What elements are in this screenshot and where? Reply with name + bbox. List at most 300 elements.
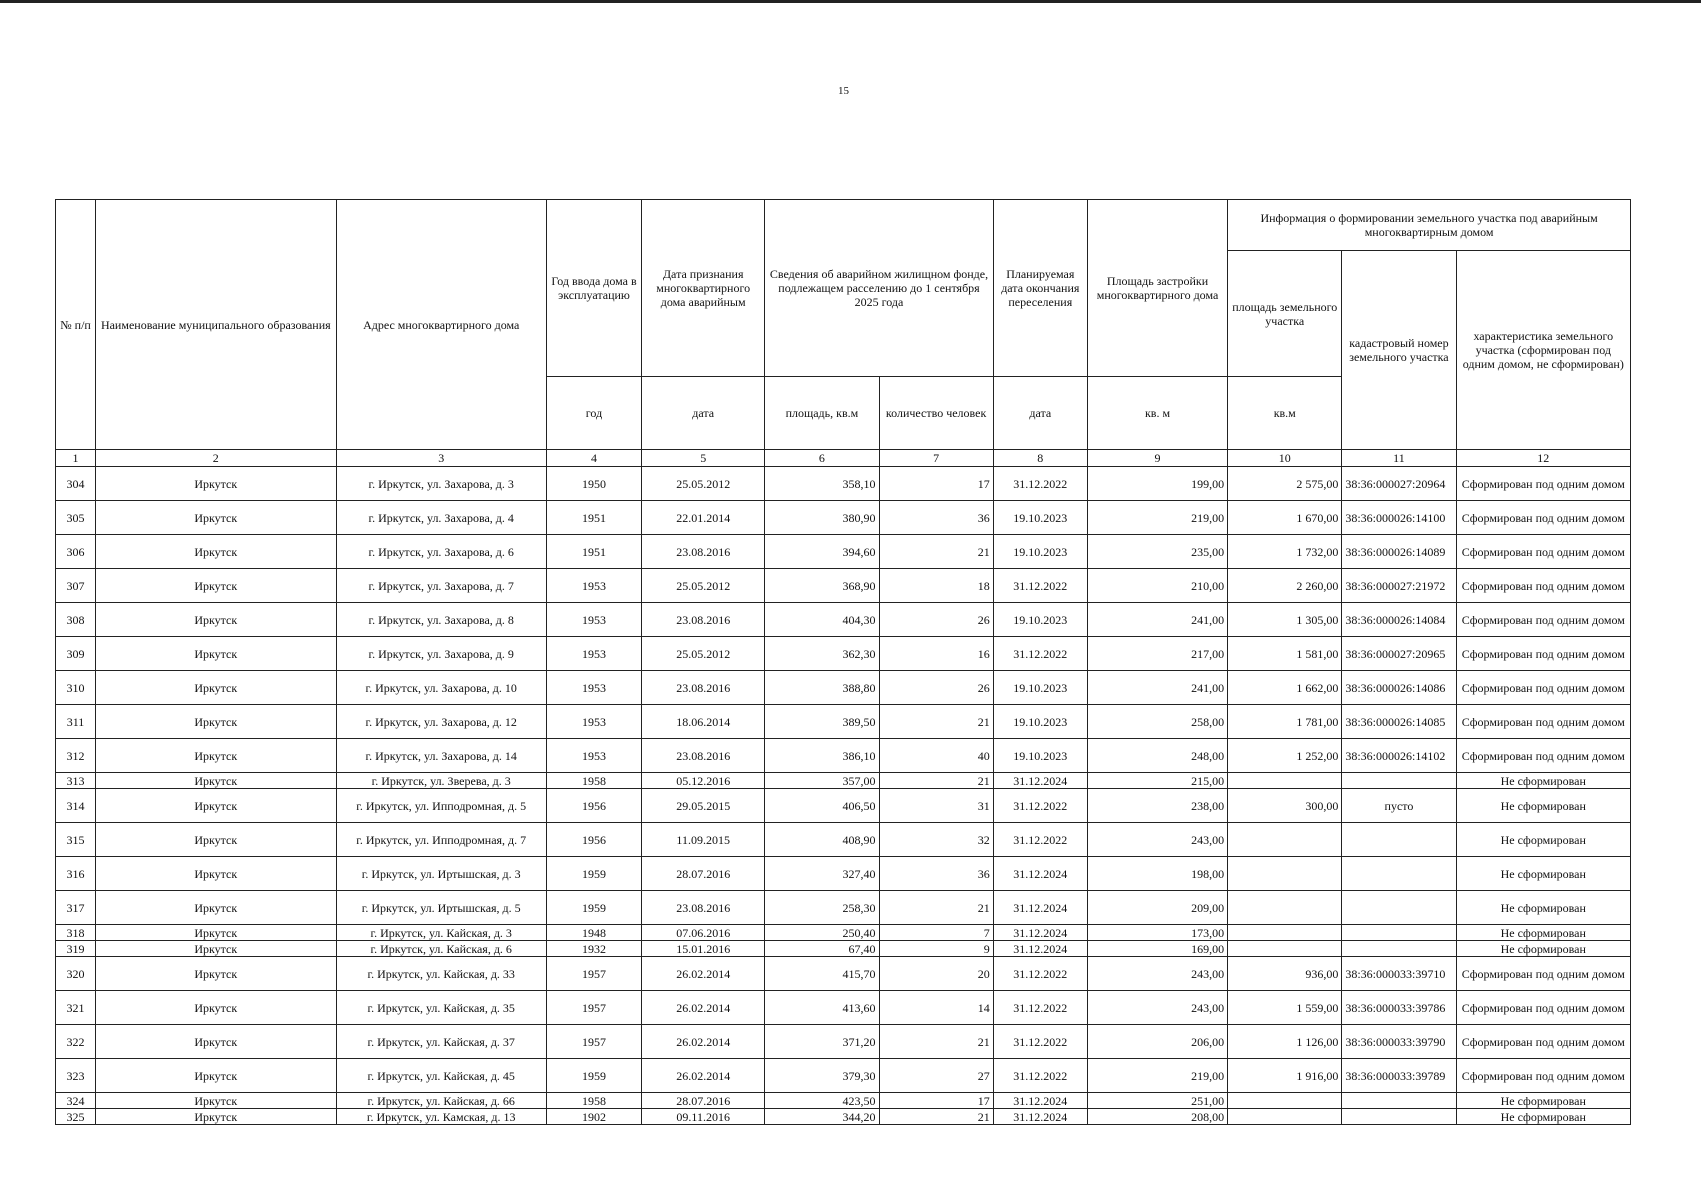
land-characteristic-cell: Не сформирован [1456,773,1630,789]
land-characteristic-cell: Не сформирован [1456,925,1630,941]
table-row [56,501,1631,535]
cadastral-number-cell: пусто [1342,789,1456,823]
date-recognized-cell: 15.01.2016 [642,941,765,957]
table-row [56,671,1631,705]
land-area-cell: 1 670,00 [1228,501,1342,535]
address-cell: г. Иркутск, ул. Захарова, д. 12 [336,705,546,739]
table-row [56,857,1631,891]
cadastral-number-cell [1342,891,1456,925]
year-cell: 1957 [546,957,641,991]
date-recognized-cell: 23.08.2016 [642,671,765,705]
row-number: 319 [56,941,96,957]
planned-date-cell: 31.12.2022 [993,637,1087,671]
table-row [56,1093,1631,1109]
land-area-cell: 1 662,00 [1228,671,1342,705]
table-row [56,569,1631,603]
municipality-cell: Иркутск [96,773,336,789]
row-number: 310 [56,671,96,705]
year-cell: 1953 [546,569,641,603]
address-cell: г. Иркутск, ул. Захарова, д. 6 [336,535,546,569]
col-number: 11 [1342,450,1456,467]
date-recognized-cell: 28.07.2016 [642,857,765,891]
planned-date-cell: 31.12.2024 [993,857,1087,891]
header-date-recognized: Дата признания многоквартирного дома аварийным [642,200,765,377]
address-cell: г. Иркутск, ул. Кайская, д. 33 [336,957,546,991]
row-number: 312 [56,739,96,773]
date-recognized-cell: 29.05.2015 [642,789,765,823]
land-area-cell: 1 581,00 [1228,637,1342,671]
table-row [56,823,1631,857]
municipality-cell: Иркутск [96,739,336,773]
land-area-cell: 1 305,00 [1228,603,1342,637]
unit-year: год [546,377,641,450]
people-count-cell: 14 [879,991,993,1025]
unit-build-area: кв. м [1087,377,1227,450]
planned-date-cell: 31.12.2022 [993,957,1087,991]
area-cell: 362,30 [765,637,879,671]
year-cell: 1953 [546,637,641,671]
row-number: 305 [56,501,96,535]
area-cell: 371,20 [765,1025,879,1059]
date-recognized-cell: 07.06.2016 [642,925,765,941]
municipality-cell: Иркутск [96,569,336,603]
land-area-cell: 1 732,00 [1228,535,1342,569]
table-row [56,1025,1631,1059]
cadastral-number-cell [1342,773,1456,789]
land-characteristic-cell: Сформирован под одним домом [1456,501,1630,535]
header-address: Адрес многоквартирного дома [336,200,546,450]
col-number: 9 [1087,450,1227,467]
municipality-cell: Иркутск [96,535,336,569]
date-recognized-cell: 23.08.2016 [642,535,765,569]
land-characteristic-cell: Сформирован под одним домом [1456,535,1630,569]
municipality-cell: Иркутск [96,467,336,501]
building-area-cell: 219,00 [1087,1059,1227,1093]
year-cell: 1959 [546,1059,641,1093]
address-cell: г. Иркутск, ул. Захарова, д. 14 [336,739,546,773]
address-cell: г. Иркутск, ул. Захарова, д. 3 [336,467,546,501]
year-cell: 1958 [546,1093,641,1109]
address-cell: г. Иркутск, ул. Захарова, д. 8 [336,603,546,637]
address-cell: г. Иркутск, ул. Ипподромная, д. 7 [336,823,546,857]
land-characteristic-cell: Сформирован под одним домом [1456,991,1630,1025]
building-area-cell: 248,00 [1087,739,1227,773]
land-characteristic-cell: Сформирован под одним домом [1456,637,1630,671]
row-number: 308 [56,603,96,637]
address-cell: г. Иркутск, ул. Иртышская, д. 3 [336,857,546,891]
people-count-cell: 21 [879,1025,993,1059]
municipality-cell: Иркутск [96,891,336,925]
area-cell: 408,90 [765,823,879,857]
building-area-cell: 243,00 [1087,957,1227,991]
table-row [56,991,1631,1025]
row-number: 311 [56,705,96,739]
address-cell: г. Иркутск, ул. Иртышская, д. 5 [336,891,546,925]
area-cell: 406,50 [765,789,879,823]
building-area-cell: 238,00 [1087,789,1227,823]
col-number: 4 [546,450,641,467]
date-recognized-cell: 26.02.2014 [642,991,765,1025]
land-area-cell: 2 260,00 [1228,569,1342,603]
year-cell: 1956 [546,823,641,857]
building-area-cell: 210,00 [1087,569,1227,603]
col-number: 3 [336,450,546,467]
planned-date-cell: 31.12.2022 [993,1025,1087,1059]
cadastral-number-cell: 38:36:000033:39790 [1342,1025,1456,1059]
cadastral-number-cell [1342,857,1456,891]
land-characteristic-cell: Не сформирован [1456,891,1630,925]
building-area-cell: 206,00 [1087,1025,1227,1059]
col-number: 1 [56,450,96,467]
address-cell: г. Иркутск, ул. Кайская, д. 45 [336,1059,546,1093]
cadastral-number-cell: 38:36:000027:20965 [1342,637,1456,671]
people-count-cell: 21 [879,705,993,739]
building-area-cell: 208,00 [1087,1109,1227,1125]
land-area-cell [1228,925,1342,941]
area-cell: 327,40 [765,857,879,891]
year-cell: 1951 [546,501,641,535]
planned-date-cell: 19.10.2023 [993,603,1087,637]
area-cell: 258,30 [765,891,879,925]
unit-people: количество человек [879,377,993,450]
table-row [56,925,1631,941]
planned-date-cell: 31.12.2022 [993,569,1087,603]
municipality-cell: Иркутск [96,1025,336,1059]
people-count-cell: 17 [879,467,993,501]
municipality-cell: Иркутск [96,1093,336,1109]
building-area-cell: 243,00 [1087,991,1227,1025]
planned-date-cell: 31.12.2022 [993,1059,1087,1093]
address-cell: г. Иркутск, ул. Кайская, д. 6 [336,941,546,957]
planned-date-cell: 31.12.2022 [993,467,1087,501]
land-area-cell [1228,773,1342,789]
row-number: 324 [56,1093,96,1109]
date-recognized-cell: 23.08.2016 [642,739,765,773]
planned-date-cell: 19.10.2023 [993,739,1087,773]
unit-plan-date: дата [993,377,1087,450]
date-recognized-cell: 26.02.2014 [642,957,765,991]
address-cell: г. Иркутск, ул. Зверева, д. 3 [336,773,546,789]
date-recognized-cell: 11.09.2015 [642,823,765,857]
planned-date-cell: 31.12.2024 [993,1093,1087,1109]
land-characteristic-cell: Сформирован под одним домом [1456,739,1630,773]
area-cell: 389,50 [765,705,879,739]
year-cell: 1950 [546,467,641,501]
date-recognized-cell: 26.02.2014 [642,1059,765,1093]
cadastral-number-cell: 38:36:000026:14100 [1342,501,1456,535]
row-number: 315 [56,823,96,857]
building-area-cell: 173,00 [1087,925,1227,941]
row-number: 318 [56,925,96,941]
cadastral-number-cell: 38:36:000033:39789 [1342,1059,1456,1093]
land-characteristic-cell: Не сформирован [1456,789,1630,823]
people-count-cell: 21 [879,1109,993,1125]
table-row [56,739,1631,773]
municipality-cell: Иркутск [96,637,336,671]
table-row [56,773,1631,789]
date-recognized-cell: 23.08.2016 [642,603,765,637]
municipality-cell: Иркутск [96,501,336,535]
land-area-cell [1228,1093,1342,1109]
date-recognized-cell: 28.07.2016 [642,1093,765,1109]
municipality-cell: Иркутск [96,1109,336,1125]
building-area-cell: 199,00 [1087,467,1227,501]
people-count-cell: 40 [879,739,993,773]
land-characteristic-cell: Не сформирован [1456,1093,1630,1109]
land-characteristic-cell: Сформирован под одним домом [1456,603,1630,637]
planned-date-cell: 19.10.2023 [993,671,1087,705]
row-number: 309 [56,637,96,671]
land-area-cell: 1 559,00 [1228,991,1342,1025]
building-area-cell: 258,00 [1087,705,1227,739]
cadastral-number-cell: 38:36:000026:14102 [1342,739,1456,773]
land-characteristic-cell: Сформирован под одним домом [1456,569,1630,603]
col-number: 5 [642,450,765,467]
address-cell: г. Иркутск, ул. Захарова, д. 4 [336,501,546,535]
year-cell: 1959 [546,857,641,891]
land-area-cell: 1 252,00 [1228,739,1342,773]
area-cell: 423,50 [765,1093,879,1109]
header-building-area: Площадь застройки многоквартирного дома [1087,200,1227,377]
land-characteristic-cell: Не сформирован [1456,857,1630,891]
area-cell: 250,40 [765,925,879,941]
year-cell: 1951 [546,535,641,569]
planned-date-cell: 31.12.2024 [993,1109,1087,1125]
municipality-cell: Иркутск [96,957,336,991]
planned-date-cell: 31.12.2024 [993,773,1087,789]
year-cell: 1959 [546,891,641,925]
land-area-cell: 2 575,00 [1228,467,1342,501]
table-row [56,957,1631,991]
table-row [56,1109,1631,1125]
table-row [56,637,1631,671]
header-housing-info: Сведения об аварийном жилищном фонде, подлежащем расселению до 1 сентября 2025 года [765,200,993,377]
land-area-cell: 936,00 [1228,957,1342,991]
planned-date-cell: 19.10.2023 [993,501,1087,535]
land-area-cell [1228,857,1342,891]
area-cell: 67,40 [765,941,879,957]
address-cell: г. Иркутск, ул. Кайская, д. 35 [336,991,546,1025]
date-recognized-cell: 26.02.2014 [642,1025,765,1059]
land-area-cell: 300,00 [1228,789,1342,823]
people-count-cell: 32 [879,823,993,857]
address-cell: г. Иркутск, ул. Захарова, д. 9 [336,637,546,671]
header-planned-date: Планируемая дата окончания переселения [993,200,1087,377]
row-number: 317 [56,891,96,925]
col-number: 12 [1456,450,1630,467]
municipality-cell: Иркутск [96,603,336,637]
municipality-cell: Иркутск [96,823,336,857]
cadastral-number-cell: 38:36:000027:20964 [1342,467,1456,501]
header-num: № п/п [56,200,96,450]
year-cell: 1953 [546,671,641,705]
date-recognized-cell: 25.05.2012 [642,637,765,671]
row-number: 306 [56,535,96,569]
people-count-cell: 21 [879,773,993,789]
municipality-cell: Иркутск [96,941,336,957]
date-recognized-cell: 05.12.2016 [642,773,765,789]
land-characteristic-cell: Сформирован под одним домом [1456,671,1630,705]
people-count-cell: 21 [879,891,993,925]
area-cell: 386,10 [765,739,879,773]
planned-date-cell: 31.12.2022 [993,823,1087,857]
people-count-cell: 17 [879,1093,993,1109]
top-border-line [0,0,1701,3]
people-count-cell: 21 [879,535,993,569]
row-number: 304 [56,467,96,501]
date-recognized-cell: 18.06.2014 [642,705,765,739]
date-recognized-cell: 22.01.2014 [642,501,765,535]
address-cell: г. Иркутск, ул. Захарова, д. 7 [336,569,546,603]
municipality-cell: Иркутск [96,1059,336,1093]
header-cadastral: кадастровый номер земельного участка [1342,251,1456,450]
col-number: 7 [879,450,993,467]
row-number: 323 [56,1059,96,1093]
address-cell: г. Иркутск, ул. Камская, д. 13 [336,1109,546,1125]
planned-date-cell: 31.12.2024 [993,925,1087,941]
table-row [56,789,1631,823]
emergency-housing-table [55,199,1631,1125]
col-number: 10 [1228,450,1342,467]
building-area-cell: 219,00 [1087,501,1227,535]
row-number: 314 [56,789,96,823]
cadastral-number-cell: 38:36:000033:39710 [1342,957,1456,991]
year-cell: 1957 [546,991,641,1025]
land-area-cell: 1 126,00 [1228,1025,1342,1059]
land-characteristic-cell: Сформирован под одним домом [1456,705,1630,739]
cadastral-number-cell: 38:36:000027:21972 [1342,569,1456,603]
people-count-cell: 16 [879,637,993,671]
building-area-cell: 169,00 [1087,941,1227,957]
year-cell: 1956 [546,789,641,823]
people-count-cell: 31 [879,789,993,823]
column-numbers-row [56,450,1631,467]
planned-date-cell: 31.12.2024 [993,941,1087,957]
building-area-cell: 251,00 [1087,1093,1227,1109]
land-area-cell [1228,941,1342,957]
area-cell: 404,30 [765,603,879,637]
header-land-area: площадь земельного участка [1228,251,1342,377]
address-cell: г. Иркутск, ул. Ипподромная, д. 5 [336,789,546,823]
building-area-cell: 217,00 [1087,637,1227,671]
row-number: 313 [56,773,96,789]
land-area-cell [1228,823,1342,857]
year-cell: 1932 [546,941,641,957]
people-count-cell: 36 [879,501,993,535]
cadastral-number-cell: 38:36:000026:14085 [1342,705,1456,739]
address-cell: г. Иркутск, ул. Захарова, д. 10 [336,671,546,705]
area-cell: 379,30 [765,1059,879,1093]
people-count-cell: 18 [879,569,993,603]
page-number: 15 [838,85,849,97]
land-area-cell: 1 781,00 [1228,705,1342,739]
year-cell: 1957 [546,1025,641,1059]
unit-area: площадь, кв.м [765,377,879,450]
year-cell: 1953 [546,739,641,773]
row-number: 321 [56,991,96,1025]
address-cell: г. Иркутск, ул. Кайская, д. 66 [336,1093,546,1109]
row-number: 307 [56,569,96,603]
planned-date-cell: 31.12.2022 [993,991,1087,1025]
municipality-cell: Иркутск [96,925,336,941]
land-area-cell [1228,1109,1342,1125]
municipality-cell: Иркутск [96,705,336,739]
date-recognized-cell: 23.08.2016 [642,891,765,925]
cadastral-number-cell: 38:36:000026:14084 [1342,603,1456,637]
unit-land-area: кв.м [1228,377,1342,450]
area-cell: 415,70 [765,957,879,991]
land-area-cell [1228,891,1342,925]
land-characteristic-cell: Сформирован под одним домом [1456,957,1630,991]
table-row [56,1059,1631,1093]
unit-date: дата [642,377,765,450]
land-characteristic-cell: Не сформирован [1456,941,1630,957]
land-characteristic-cell: Сформирован под одним домом [1456,1059,1630,1093]
cadastral-number-cell [1342,925,1456,941]
building-area-cell: 243,00 [1087,823,1227,857]
land-characteristic-cell: Сформирован под одним домом [1456,1025,1630,1059]
building-area-cell: 198,00 [1087,857,1227,891]
land-characteristic-cell: Не сформирован [1456,1109,1630,1125]
people-count-cell: 20 [879,957,993,991]
land-area-cell: 1 916,00 [1228,1059,1342,1093]
year-cell: 1953 [546,705,641,739]
table-row [56,535,1631,569]
people-count-cell: 36 [879,857,993,891]
col-number: 6 [765,450,879,467]
col-number: 8 [993,450,1087,467]
cadastral-number-cell [1342,823,1456,857]
municipality-cell: Иркутск [96,789,336,823]
address-cell: г. Иркутск, ул. Кайская, д. 3 [336,925,546,941]
people-count-cell: 27 [879,1059,993,1093]
header-municipality: Наименование муниципального образования [96,200,336,450]
people-count-cell: 7 [879,925,993,941]
cadastral-number-cell: 38:36:000033:39786 [1342,991,1456,1025]
building-area-cell: 241,00 [1087,603,1227,637]
municipality-cell: Иркутск [96,671,336,705]
year-cell: 1948 [546,925,641,941]
area-cell: 357,00 [765,773,879,789]
planned-date-cell: 19.10.2023 [993,535,1087,569]
land-characteristic-cell: Сформирован под одним домом [1456,467,1630,501]
year-cell: 1953 [546,603,641,637]
table-row [56,891,1631,925]
people-count-cell: 26 [879,603,993,637]
header-land-plot-info: Информация о формировании земельного участка под аварийным многоквартирным домом [1228,200,1631,251]
area-cell: 380,90 [765,501,879,535]
land-characteristic-cell: Не сформирован [1456,823,1630,857]
row-number: 316 [56,857,96,891]
cadastral-number-cell [1342,941,1456,957]
header-land-characteristic: характеристика земельного участка (сформирован под одним домом, не сформирован) [1456,251,1630,450]
planned-date-cell: 31.12.2024 [993,891,1087,925]
cadastral-number-cell [1342,1093,1456,1109]
date-recognized-cell: 09.11.2016 [642,1109,765,1125]
municipality-cell: Иркутск [96,857,336,891]
building-area-cell: 209,00 [1087,891,1227,925]
table-row [56,467,1631,501]
area-cell: 388,80 [765,671,879,705]
people-count-cell: 26 [879,671,993,705]
cadastral-number-cell [1342,1109,1456,1125]
address-cell: г. Иркутск, ул. Кайская, д. 37 [336,1025,546,1059]
table-row [56,705,1631,739]
building-area-cell: 235,00 [1087,535,1227,569]
row-number: 325 [56,1109,96,1125]
col-number: 2 [96,450,336,467]
header-year: Год ввода дома в эксплуатацию [546,200,641,377]
